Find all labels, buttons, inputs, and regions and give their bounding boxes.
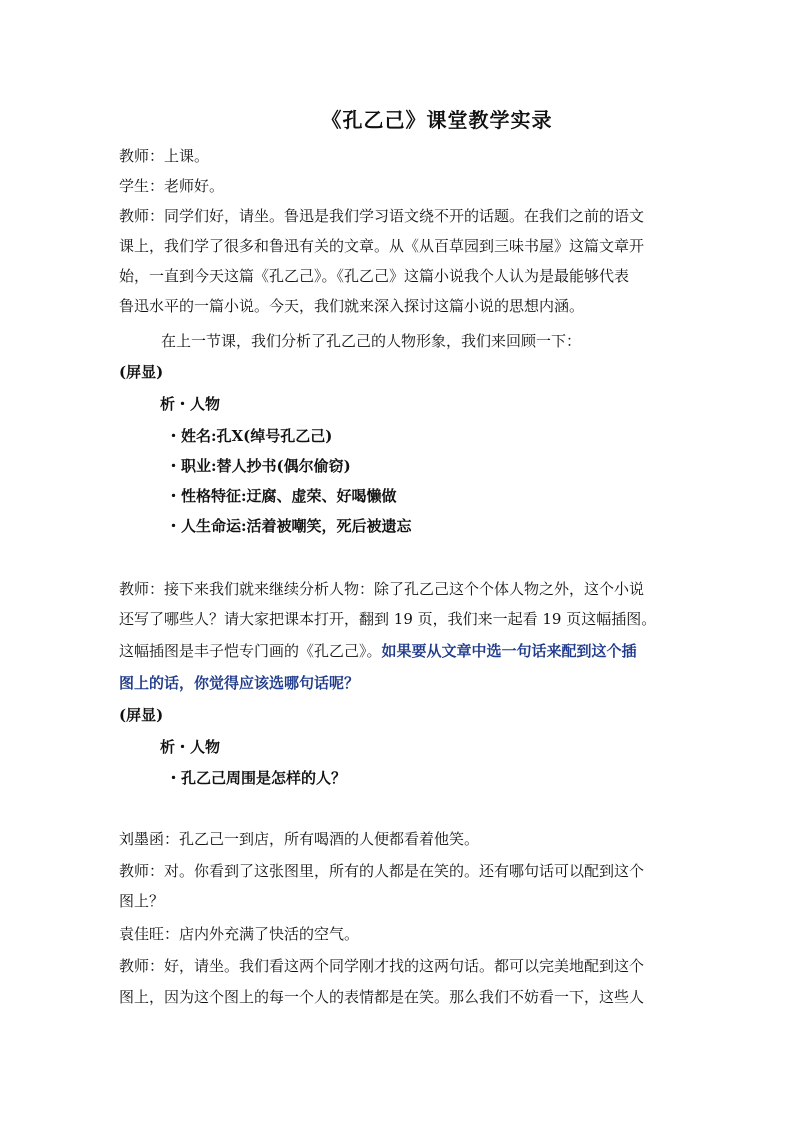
dialogue-line: 图上？ (119, 892, 165, 910)
dialogue-line: 鲁迅水平的一篇小说。今天，我们就来深入探讨这篇小说的思想内涵。 (119, 297, 585, 315)
screen-heading: 析・人物 (160, 395, 221, 413)
dialogue-line: 图上，因为这个图上的每一个人的表情都是在笑。那么我们不妨看一下，这些人 (119, 988, 645, 1006)
screen-item: ・孔乙己周围是怎样的人？ (166, 769, 347, 787)
screen-item: ・职业:替人抄书(偶尔偷窃) (166, 457, 351, 475)
document-title: 《孔乙己》课堂教学实录 (321, 108, 553, 132)
dialogue-line: 教师：好，请坐。我们看这两个同学刚才找的这两句话。都可以完美地配到这个 (119, 957, 645, 975)
dialogue-line: 袁佳旺：店内外充满了快活的空气。 (119, 925, 360, 943)
dialogue-line: 刘墨函：孔乙己一到店，所有喝酒的人便都看着他笑。 (119, 830, 480, 848)
dialogue-line: 教师：上课。 (119, 147, 210, 165)
dialogue-line: 教师：对。你看到了这张图里，所有的人都是在笑的。还有哪句话可以配到这个 (119, 862, 645, 880)
highlighted-question: 如果要从文章中选一句话来配到这个插 (381, 642, 637, 660)
screen-item: ・性格特征:迂腐、虚荣、好喝懒做 (166, 487, 397, 505)
dialogue-line: 还写了哪些人？请大家把课本打开，翻到 19 页，我们来一起看 19 页这幅插图。 (119, 610, 657, 628)
dialogue-line: 在上一节课，我们分析了孔乙己的人物形象，我们来回顾一下： (161, 332, 582, 350)
screen-item: ・人生命运:活着被嘲笑，死后被遗忘 (166, 517, 412, 535)
screen-item: ・姓名:孔X(绰号孔乙己) (166, 427, 333, 445)
dialogue-line: 始，一直到今天这篇《孔乙己》。《孔乙己》这篇小说我个人认为是最能够代表 (119, 267, 630, 285)
dialogue-line: 教师：同学们好，请坐。鲁迅是我们学习语文绕不开的话题。在我们之前的语文 (119, 207, 645, 225)
dialogue-line (119, 641, 679, 661)
dialogue-line: 学生：老师好。 (119, 177, 225, 195)
screen-label: (屏显) (119, 706, 164, 724)
dialogue-line: 教师：接下来我们就来继续分析人物：除了孔乙己这个个体人物之外，这个小说 (119, 580, 645, 598)
dialogue-line: 课上，我们学了很多和鲁迅有关的文章。从《从百草园到三味书屋》这篇文章开 (119, 237, 645, 255)
screen-label: (屏显) (119, 363, 164, 381)
plain-text: 这幅插图是丰子恺专门画的《孔乙己》。 (119, 642, 382, 660)
screen-heading: 析・人物 (160, 738, 221, 756)
highlighted-question: 图上的话，你觉得应该选哪句话呢？ (119, 674, 360, 692)
